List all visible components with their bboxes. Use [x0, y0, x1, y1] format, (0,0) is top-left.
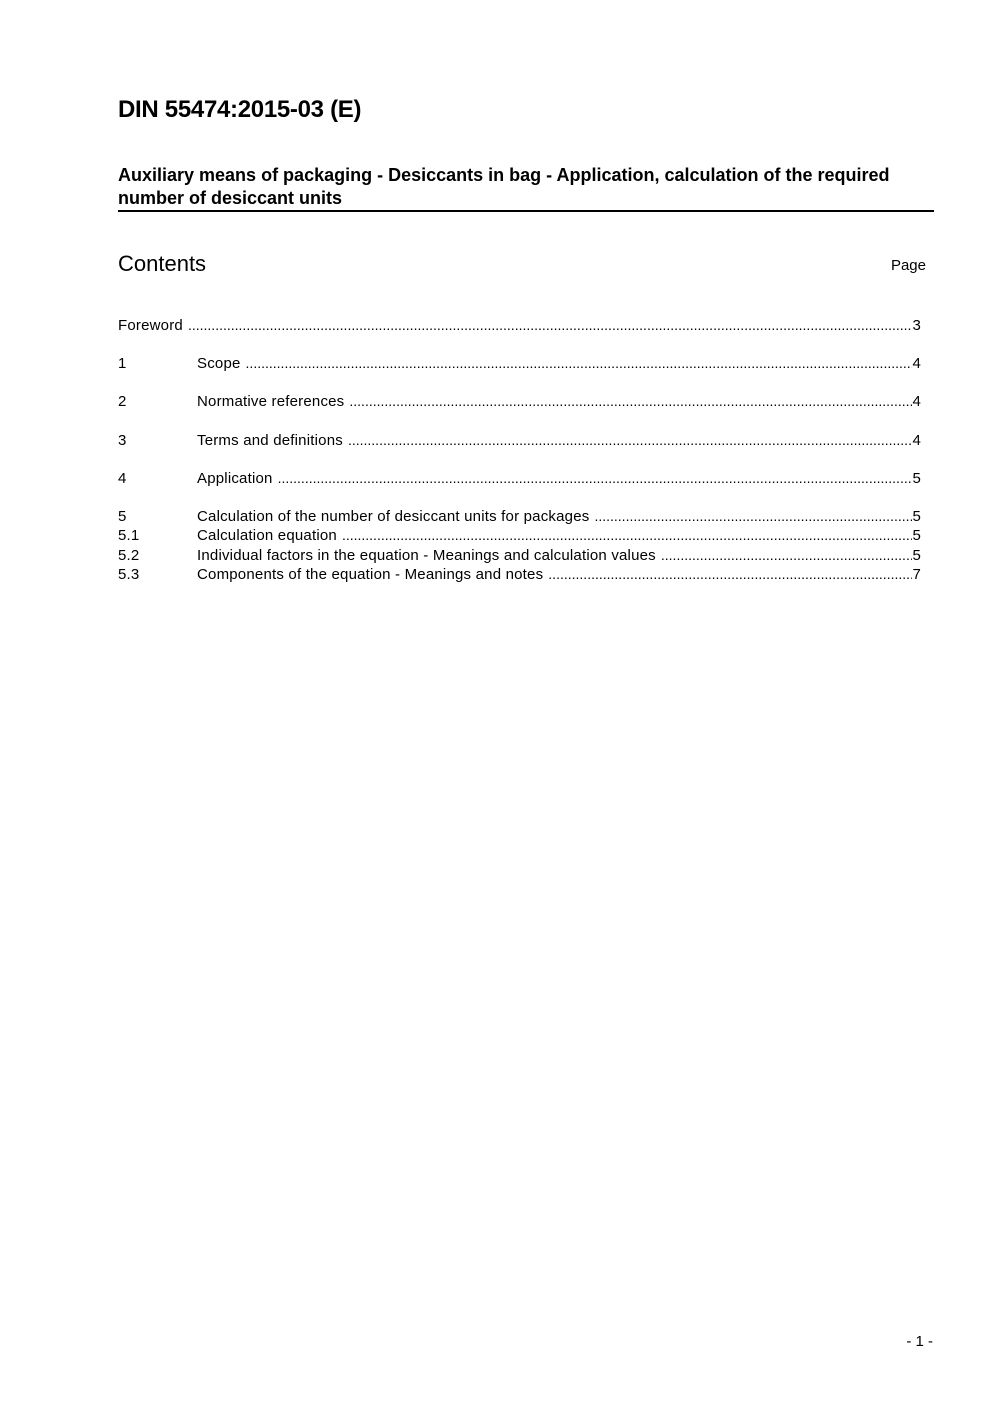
toc-leader-dots	[348, 431, 913, 450]
toc-entry-foreword[interactable]	[118, 316, 921, 335]
toc-entry-title: Scope	[197, 355, 241, 372]
toc-entry-title: Calculation equation	[197, 527, 337, 544]
document-id: DIN 55474:2015-03 (E)	[118, 96, 362, 123]
toc-leader-dots	[188, 316, 912, 335]
footer-page-number: - 1 -	[906, 1333, 933, 1350]
toc-entry-number: 2	[118, 393, 127, 410]
toc-entry-title: Foreword	[118, 317, 183, 334]
toc-entry-components[interactable]	[118, 565, 921, 584]
toc-entry-number: 4	[118, 470, 127, 487]
toc-entry-number: 5.2	[118, 547, 140, 564]
toc-entry-terms-and-definitions[interactable]	[118, 431, 921, 450]
toc-entry-page: 5	[912, 547, 921, 564]
toc-entry-page: 5	[912, 527, 921, 544]
toc-entry-title: Normative references	[197, 393, 345, 410]
title-divider	[118, 210, 934, 212]
toc-entry-individual-factors[interactable]	[118, 546, 921, 565]
toc-entry-page: 5	[912, 508, 921, 525]
toc-entry-number: 5.1	[118, 527, 140, 544]
toc-leader-dots	[594, 507, 912, 526]
document-title: Auxiliary means of packaging - Desiccants in bag - Application, calculation of the required number of desiccant units	[118, 165, 890, 208]
toc-entry-title: Components of the equation - Meanings and notes	[197, 566, 544, 583]
page-column-heading: Page	[890, 257, 926, 274]
toc-leader-dots	[548, 565, 912, 584]
toc-entry-number: 1	[118, 355, 127, 372]
toc-entry-page: 4	[912, 355, 921, 372]
toc-entry-title: Individual factors in the equation - Meanings and calculation values	[197, 547, 656, 564]
toc-entry-normative-references[interactable]	[118, 392, 921, 411]
toc-leader-dots	[246, 354, 913, 373]
toc-entry-number: 5.3	[118, 566, 140, 583]
toc-entry-title: Terms and definitions	[197, 432, 343, 449]
toc-entry-page: 3	[912, 317, 921, 334]
toc-leader-dots	[278, 469, 913, 488]
toc-entry-page: 7	[912, 566, 921, 583]
toc-entry-number: 5	[118, 508, 127, 525]
toc-entry-calculation-equation[interactable]	[118, 526, 921, 545]
toc-entry-title: Application	[197, 470, 273, 487]
toc-entry-number: 3	[118, 432, 127, 449]
toc-entry-page: 4	[912, 432, 921, 449]
toc-entry-page: 4	[912, 393, 921, 410]
toc-leader-dots	[342, 526, 913, 545]
toc-entry-calculation[interactable]	[118, 507, 921, 526]
toc-entry-page: 5	[912, 470, 921, 487]
contents-heading: Contents	[118, 251, 207, 276]
toc-entry-scope[interactable]	[118, 354, 921, 373]
toc-leader-dots	[661, 546, 913, 565]
toc-entry-title: Calculation of the number of desiccant units for packages	[197, 508, 590, 525]
toc-entry-application[interactable]	[118, 469, 921, 488]
toc-leader-dots	[349, 392, 912, 411]
